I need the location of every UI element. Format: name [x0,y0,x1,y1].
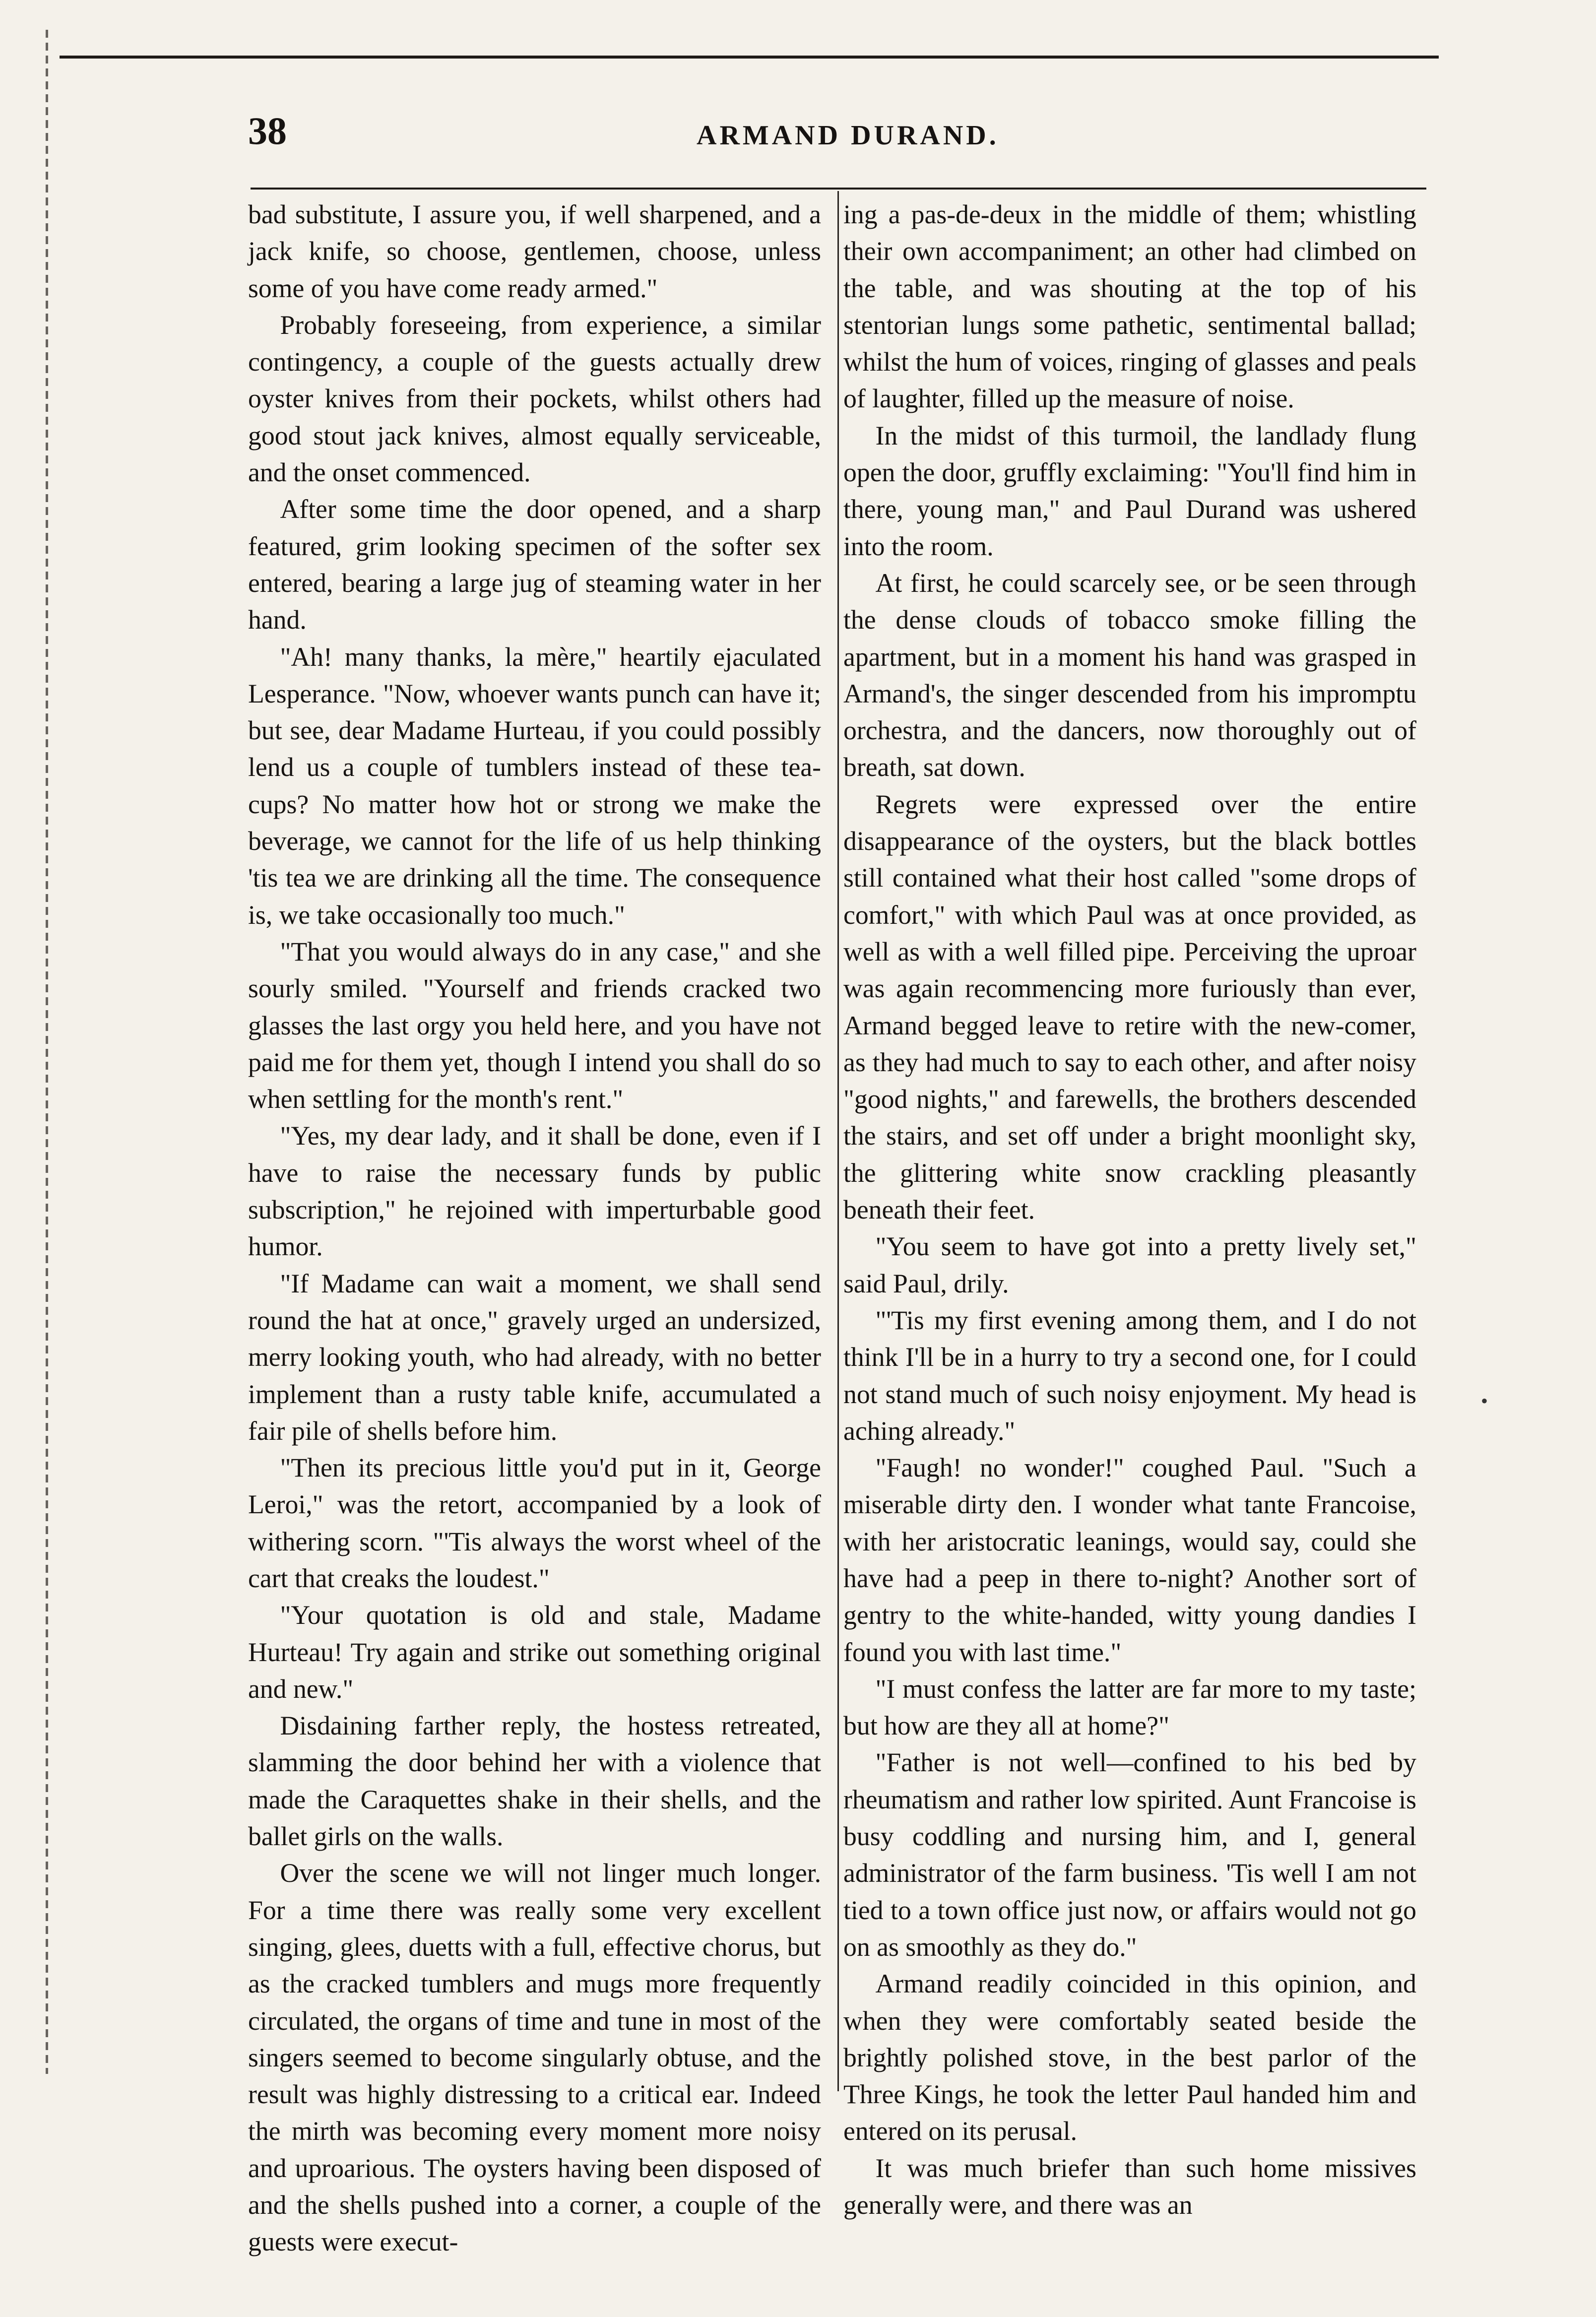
page-number: 38 [248,109,287,152]
paragraph: "You seem to have got into a pretty lively set," said Paul, drily. [843,1231,1416,1298]
paragraph: "Then its precious little you'd put in it, George Leroi," was the retort, accompanied by a look of withering scorn. "'Tis always the worst wheel of the cart that creaks the loudest." [248,1453,821,1593]
paragraph: Regrets were expressed over the entire disappearance of the oysters, but the black bottles still contained what their host called "some drops of comfort," with which Paul was at once provided, as well as with a well filled pipe. Perceiving the uproar was again recommencing more furiously than ever, Armand begged leave to retire with the new-comer, as they had much to say to each other, and after noisy "good nights," and farewells, the brothers descended the stairs, and set off under a bright moonlight sky, the glittering white snow crackling pleasantly beneath their feet. [843,789,1416,1225]
paragraph: ing a pas-de-deux in the middle of them; whistling their own accompaniment; an other had climbed on the table, and was shouting at the top of his stentorian lungs some pathetic, sentimental ballad; whilst the hum of voices, ringing of glasses and peals of laughter, filled up the measure of noise. [843,199,1416,414]
paragraph: Armand readily coincided in this opinion, and when they were comfortably seated beside the brightly polished stove, in the best parlor of the Three Kings, he took the letter Paul handed him and entered on its perusal. [843,1969,1416,2146]
paragraph: "Ah! many thanks, la mère," heartily ejaculated Lesperance. "Now, whoever wants punch can have it; but see, dear Madame Hurteau, if you could possibly lend us a couple of tumblers instead of these tea-cups? No matter how hot or strong we make the beverage, we cannot for the life of us help thinking 'tis tea we are drinking all the time. The consequence is, we take occasionally too much." [248,642,821,930]
paragraph: In the midst of this turmoil, the landlady flung open the door, gruffly exclaiming: "You'll find him in there, young man," and Paul Durand was ushered into the room. [843,420,1416,561]
column-divider [837,191,839,2091]
paragraph: "That you would always do in any case," and she sourly smiled. "Yourself and friends cracked two glasses the last orgy you held here, and you have not paid me for them yet, though I intend you shall do so when settling for the month's rent." [248,936,821,1114]
paragraph: After some time the door opened, and a sharp featured, grim looking specimen of the softer sex entered, bearing a large jug of steaming water in her hand. [248,494,821,635]
paragraph: "Father is not well—confined to his bed by rheumatism and rather low spirited. Aunt Francoise is busy coddling and nursing him, and I, general administrator of the farm business. 'Tis well I am not tied to a town office just now, or affairs would not go on as smoothly as they do." [843,1747,1416,1962]
paragraph: Over the scene we will not linger much longer. For a time there was really some very excellent singing, glees, duetts with a full, effective chorus, but as the cracked tumblers and mugs more frequently circulated, the organs of time and tune in most of the singers seemed to become singularly obtuse, and the result was highly distressing to a critical ear. Indeed the mirth was becoming every moment more noisy and uproarious. The oysters having been disposed of and the shells pushed into a corner, a couple of the guests were execut- [248,1858,821,2257]
paragraph: Disdaining farther reply, the hostess retreated, slamming the door behind her with a violence that made the Caraquettes shake in their shells, and the ballet girls on the walls. [248,1711,821,1852]
top-rule [60,56,1439,59]
left-column [248,196,821,2257]
paragraph: At first, he could scarcely see, or be seen through the dense clouds of tobacco smoke filling the apartment, but in a moment his hand was grasped in Armand's, the singer descended from his impromptu orchestra, and the dancers, now thoroughly out of breath, sat down. [843,568,1416,782]
paragraph: bad substitute, I assure you, if well sharpened, and a jack knife, so choose, gentlemen, choose, unless some of you have come ready armed." [248,199,821,303]
paragraph: "Yes, my dear lady, and it shall be done, even if I have to raise the necessary funds by public subscription," he rejoined with imperturbable good humor. [248,1121,821,1262]
paragraph: "Your quotation is old and stale, Madame Hurteau! Try again and strike out something original and new." [248,1600,821,1704]
binding-edge-mark [46,30,48,2074]
paragraph: It was much briefer than such home missives generally were, and there was an [843,2153,1416,2220]
header-rule [251,188,1426,190]
right-column [843,196,1416,2220]
paragraph: "If Madame can wait a moment, we shall send round the hat at once," gravely urged an undersized, merry looking youth, who had already, with no better implement than a rusty table knife, accumulated a fair pile of shells before him. [248,1268,821,1446]
paragraph: "Faugh! no wonder!" coughed Paul. "Such a miserable dirty den. I wonder what tante Francoise, with her aristocratic leanings, would say, could she have had a peep in there to-night? Another sort of gentry to the white-handed, witty young dandies I found you with last time." [843,1453,1416,1667]
margin-ink-mark: • [1481,1390,1488,1412]
running-head: ARMAND DURAND. [697,120,999,151]
paragraph: "I must confess the latter are far more to my taste; but how are they all at home?" [843,1673,1416,1741]
paragraph: Probably foreseeing, from experience, a similar contingency, a couple of the guests actually drew oyster knives from their pockets, whilst others had good stout jack knives, almost equally serviceable, and the onset commenced. [248,310,821,488]
paragraph: "'Tis my first evening among them, and I do not think I'll be in a hurry to try a second one, for I could not stand much of such noisy enjoyment. My head is aching already." [843,1305,1416,1446]
